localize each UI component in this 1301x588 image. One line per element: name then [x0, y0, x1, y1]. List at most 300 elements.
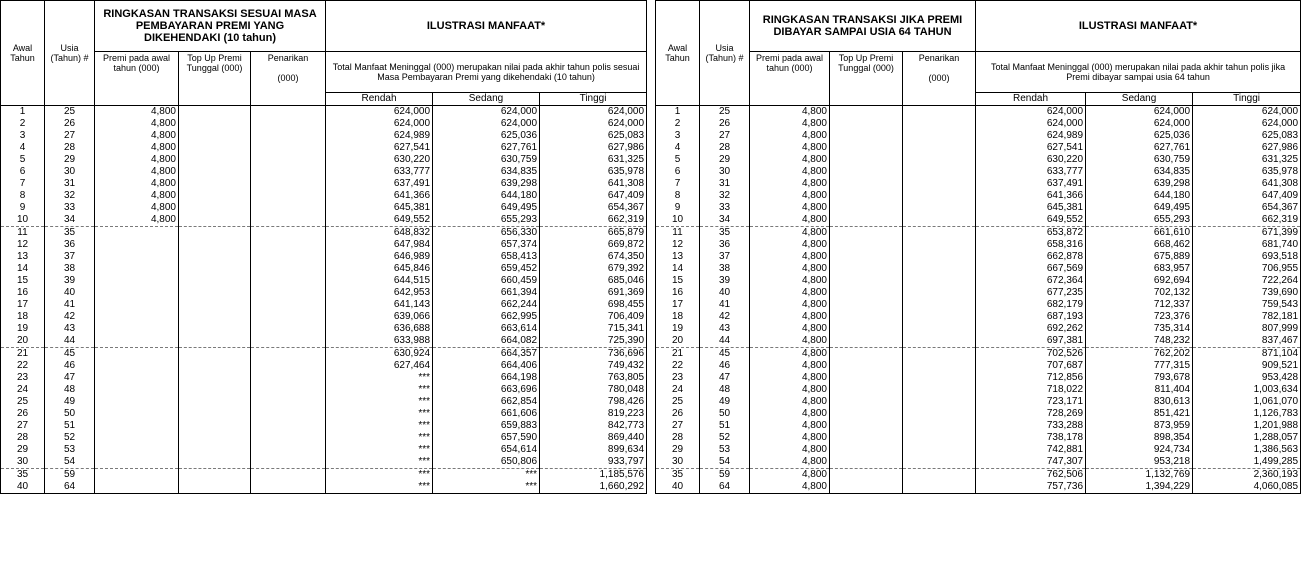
cell-topup: [179, 323, 251, 335]
cell-rendah: 633,988: [326, 335, 433, 348]
cell-usia: 28: [45, 142, 95, 154]
cell-penarikan: [251, 178, 326, 190]
cell-premi: 4,800: [750, 432, 830, 444]
cell-penarikan: [903, 469, 976, 482]
table-row: [656, 469, 1301, 482]
cell-penarikan: [251, 481, 326, 494]
cell-topup: [179, 118, 251, 130]
cell-topup: [830, 190, 903, 202]
cell-tinggi: 693,518: [1193, 251, 1301, 263]
cell-tinggi: 635,978: [1193, 166, 1301, 178]
cell-topup: [830, 360, 903, 372]
cell-awal-tahun: 29: [656, 444, 700, 456]
cell-usia: 32: [45, 190, 95, 202]
cell-usia: 53: [45, 444, 95, 456]
cell-penarikan: [903, 251, 976, 263]
cell-sedang: ***: [433, 469, 540, 482]
cell-rendah: 630,220: [326, 154, 433, 166]
cell-rendah: ***: [326, 384, 433, 396]
cell-awal-tahun: 10: [656, 214, 700, 227]
cell-topup: [179, 372, 251, 384]
cell-usia: 36: [700, 239, 750, 251]
cell-tinggi: 749,432: [540, 360, 647, 372]
cell-penarikan: [903, 348, 976, 361]
cell-premi: 4,800: [750, 227, 830, 240]
cell-awal-tahun: 15: [656, 275, 700, 287]
cell-topup: [179, 202, 251, 214]
cell-topup: [830, 142, 903, 154]
cell-usia: 43: [700, 323, 750, 335]
cell-premi: [95, 299, 179, 311]
cell-topup: [179, 444, 251, 456]
cell-rendah: 646,989: [326, 251, 433, 263]
cell-sedang: 664,406: [433, 360, 540, 372]
table-row: [656, 275, 1301, 287]
cell-sedang: 735,314: [1086, 323, 1193, 335]
cell-tinggi: 674,350: [540, 251, 647, 263]
table-row: [1, 275, 647, 287]
table-row: [656, 408, 1301, 420]
cell-penarikan: [903, 214, 976, 227]
cell-premi: 4,800: [750, 481, 830, 494]
cell-sedang: 723,376: [1086, 311, 1193, 323]
cell-penarikan: [251, 360, 326, 372]
cell-usia: 44: [45, 335, 95, 348]
cell-tinggi: 662,319: [540, 214, 647, 227]
cell-tinggi: 624,000: [540, 106, 647, 119]
cell-usia: 34: [45, 214, 95, 227]
cell-sedang: 675,889: [1086, 251, 1193, 263]
penarikan-label: Penarikan: [918, 53, 960, 63]
cell-usia: 47: [45, 372, 95, 384]
cell-rendah: 682,179: [976, 299, 1086, 311]
cell-tinggi: 647,409: [540, 190, 647, 202]
cell-awal-tahun: 6: [1, 166, 45, 178]
cell-penarikan: [903, 456, 976, 469]
cell-tinggi: 1,185,576: [540, 469, 647, 482]
cell-penarikan: [903, 432, 976, 444]
cell-rendah: 642,953: [326, 287, 433, 299]
cell-awal-tahun: 2: [1, 118, 45, 130]
table-row: [1, 130, 647, 142]
table-row: [656, 432, 1301, 444]
cell-usia: 25: [700, 106, 750, 119]
cell-tinggi: 681,740: [1193, 239, 1301, 251]
cell-topup: [179, 311, 251, 323]
cell-rendah: 667,569: [976, 263, 1086, 275]
table-row: [1, 190, 647, 202]
cell-tinggi: 1,126,783: [1193, 408, 1301, 420]
cell-topup: [830, 299, 903, 311]
cell-topup: [179, 154, 251, 166]
table-row: [1, 118, 647, 130]
cell-penarikan: [251, 384, 326, 396]
cell-premi: 4,800: [750, 251, 830, 263]
cell-usia: 44: [700, 335, 750, 348]
cell-awal-tahun: 26: [656, 408, 700, 420]
cell-rendah: 742,881: [976, 444, 1086, 456]
table-row: [656, 227, 1301, 240]
cell-premi: 4,800: [750, 408, 830, 420]
table-row: [1, 469, 647, 482]
cell-usia: 38: [700, 263, 750, 275]
cell-sedang: 661,394: [433, 287, 540, 299]
cell-penarikan: [903, 360, 976, 372]
cell-usia: 29: [45, 154, 95, 166]
col-header-penarikan: [903, 52, 976, 106]
table-row: [1, 444, 647, 456]
cell-awal-tahun: 20: [1, 335, 45, 348]
cell-rendah: 641,143: [326, 299, 433, 311]
cell-rendah: 647,984: [326, 239, 433, 251]
cell-awal-tahun: 7: [1, 178, 45, 190]
cell-rendah: ***: [326, 432, 433, 444]
cell-topup: [179, 360, 251, 372]
cell-tinggi: 1,660,292: [540, 481, 647, 494]
cell-penarikan: [251, 275, 326, 287]
cell-penarikan: [251, 190, 326, 202]
cell-usia: 51: [700, 420, 750, 432]
cell-tinggi: 1,386,563: [1193, 444, 1301, 456]
cell-tinggi: 641,308: [1193, 178, 1301, 190]
cell-penarikan: [251, 154, 326, 166]
cell-sedang: 624,000: [433, 106, 540, 119]
cell-usia: 30: [700, 166, 750, 178]
cell-premi: 4,800: [750, 396, 830, 408]
cell-topup: [830, 469, 903, 482]
cell-penarikan: [903, 142, 976, 154]
cell-penarikan: [251, 408, 326, 420]
cell-awal-tahun: 13: [1, 251, 45, 263]
table-row: [1, 420, 647, 432]
cell-premi: 4,800: [95, 214, 179, 227]
cell-penarikan: [251, 420, 326, 432]
cell-topup: [830, 408, 903, 420]
table-row: [1, 227, 647, 240]
cell-sedang: 664,082: [433, 335, 540, 348]
cell-rendah: 624,000: [326, 118, 433, 130]
cell-sedang: 851,421: [1086, 408, 1193, 420]
cell-premi: [95, 263, 179, 275]
cell-rendah: 645,381: [326, 202, 433, 214]
cell-topup: [179, 106, 251, 119]
cell-topup: [830, 263, 903, 275]
cell-usia: 26: [45, 118, 95, 130]
cell-usia: 37: [700, 251, 750, 263]
cell-sedang: 830,613: [1086, 396, 1193, 408]
cell-usia: 46: [45, 360, 95, 372]
table-row: [656, 360, 1301, 372]
cell-premi: 4,800: [750, 372, 830, 384]
cell-sedang: 777,315: [1086, 360, 1193, 372]
table-row: [1, 384, 647, 396]
cell-penarikan: [251, 323, 326, 335]
cell-premi: [95, 372, 179, 384]
cell-premi: 4,800: [750, 166, 830, 178]
cell-rendah: 649,552: [326, 214, 433, 227]
cell-rendah: 712,856: [976, 372, 1086, 384]
penarikan-unit: (000): [928, 73, 950, 83]
cell-usia: 49: [45, 396, 95, 408]
cell-usia: 28: [700, 142, 750, 154]
cell-usia: 52: [45, 432, 95, 444]
cell-tinggi: 654,367: [1193, 202, 1301, 214]
cell-rendah: ***: [326, 396, 433, 408]
cell-awal-tahun: 7: [656, 178, 700, 190]
cell-penarikan: [251, 469, 326, 482]
cell-sedang: 748,232: [1086, 335, 1193, 348]
cell-premi: 4,800: [95, 106, 179, 119]
cell-premi: [95, 335, 179, 348]
cell-rendah: 644,515: [326, 275, 433, 287]
cell-awal-tahun: 16: [1, 287, 45, 299]
table-row: [656, 118, 1301, 130]
cell-penarikan: [251, 299, 326, 311]
table-row: [1, 214, 647, 227]
cell-premi: [95, 456, 179, 469]
cell-premi: [95, 275, 179, 287]
cell-penarikan: [903, 287, 976, 299]
table-row: [656, 214, 1301, 227]
cell-penarikan: [903, 118, 976, 130]
cell-awal-tahun: 23: [1, 372, 45, 384]
cell-penarikan: [903, 106, 976, 119]
cell-tinggi: 624,000: [1193, 106, 1301, 119]
cell-awal-tahun: 4: [1, 142, 45, 154]
cell-awal-tahun: 40: [656, 481, 700, 494]
cell-sedang: 630,759: [1086, 154, 1193, 166]
table-row: [1, 154, 647, 166]
cell-tinggi: 725,390: [540, 335, 647, 348]
cell-sedang: 1,394,229: [1086, 481, 1193, 494]
cell-sedang: 762,202: [1086, 348, 1193, 361]
table-row: [1, 372, 647, 384]
cell-topup: [830, 202, 903, 214]
cell-rendah: 641,366: [326, 190, 433, 202]
cell-premi: 4,800: [750, 106, 830, 119]
cell-rendah: 733,288: [976, 420, 1086, 432]
cell-topup: [830, 287, 903, 299]
cell-sedang: 657,374: [433, 239, 540, 251]
header-total-manfaat: Total Manfaat Meninggal (000) merupakan nilai pada akhir tahun polis jika Premi dibayar sampai usia 64 tahun: [976, 52, 1301, 93]
cell-tinggi: 4,060,085: [1193, 481, 1301, 494]
cell-premi: 4,800: [95, 166, 179, 178]
cell-tinggi: 780,048: [540, 384, 647, 396]
cell-sedang: 630,759: [433, 154, 540, 166]
cell-usia: 59: [700, 469, 750, 482]
cell-topup: [830, 456, 903, 469]
cell-usia: 42: [700, 311, 750, 323]
cell-usia: 29: [700, 154, 750, 166]
cell-tinggi: 654,367: [540, 202, 647, 214]
cell-usia: 46: [700, 360, 750, 372]
cell-sedang: 657,590: [433, 432, 540, 444]
cell-premi: 4,800: [750, 469, 830, 482]
cell-tinggi: 679,392: [540, 263, 647, 275]
cell-rendah: ***: [326, 481, 433, 494]
table-row: [1, 481, 647, 494]
cell-usia: 40: [700, 287, 750, 299]
cell-tinggi: 2,360,193: [1193, 469, 1301, 482]
table-row: [656, 396, 1301, 408]
cell-topup: [179, 348, 251, 361]
table-right-body: [656, 106, 1301, 494]
cell-sedang: 898,354: [1086, 432, 1193, 444]
cell-premi: 4,800: [750, 202, 830, 214]
cell-tinggi: 1,201,988: [1193, 420, 1301, 432]
cell-sedang: 664,357: [433, 348, 540, 361]
table-row: [656, 251, 1301, 263]
cell-penarikan: [903, 154, 976, 166]
cell-penarikan: [903, 299, 976, 311]
cell-rendah: ***: [326, 408, 433, 420]
cell-tinggi: 837,467: [1193, 335, 1301, 348]
cell-topup: [179, 396, 251, 408]
cell-usia: 49: [700, 396, 750, 408]
cell-usia: 50: [700, 408, 750, 420]
cell-rendah: 649,552: [976, 214, 1086, 227]
table-row: [656, 239, 1301, 251]
cell-sedang: 712,337: [1086, 299, 1193, 311]
cell-awal-tahun: 1: [1, 106, 45, 119]
cell-rendah: 633,777: [326, 166, 433, 178]
cell-usia: 33: [45, 202, 95, 214]
cell-premi: [95, 360, 179, 372]
cell-sedang: 1,132,769: [1086, 469, 1193, 482]
cell-sedang: 649,495: [1086, 202, 1193, 214]
cell-awal-tahun: 17: [656, 299, 700, 311]
cell-rendah: 648,832: [326, 227, 433, 240]
cell-topup: [830, 420, 903, 432]
cell-penarikan: [903, 239, 976, 251]
cell-usia: 48: [700, 384, 750, 396]
cell-tinggi: 722,264: [1193, 275, 1301, 287]
cell-rendah: 633,777: [976, 166, 1086, 178]
cell-premi: 4,800: [750, 384, 830, 396]
cell-tinggi: 647,409: [1193, 190, 1301, 202]
cell-premi: 4,800: [750, 420, 830, 432]
cell-awal-tahun: 14: [1, 263, 45, 275]
cell-penarikan: [903, 396, 976, 408]
cell-penarikan: [903, 408, 976, 420]
cell-premi: 4,800: [95, 154, 179, 166]
cell-penarikan: [903, 190, 976, 202]
col-header-premi: Premi pada awal tahun (000): [750, 52, 830, 106]
cell-awal-tahun: 20: [656, 335, 700, 348]
cell-topup: [830, 323, 903, 335]
cell-topup: [830, 251, 903, 263]
cell-tinggi: 685,046: [540, 275, 647, 287]
cell-awal-tahun: 2: [656, 118, 700, 130]
table-row: [1, 348, 647, 361]
cell-tinggi: 671,399: [1193, 227, 1301, 240]
cell-premi: 4,800: [750, 130, 830, 142]
cell-premi: 4,800: [750, 263, 830, 275]
cell-rendah: 757,736: [976, 481, 1086, 494]
cell-usia: 64: [45, 481, 95, 494]
table-row: [656, 142, 1301, 154]
table-row: [656, 202, 1301, 214]
cell-rendah: 624,000: [976, 118, 1086, 130]
cell-usia: 42: [45, 311, 95, 323]
cell-rendah: 627,541: [976, 142, 1086, 154]
cell-sedang: 662,244: [433, 299, 540, 311]
table-row: [656, 456, 1301, 469]
cell-penarikan: [251, 130, 326, 142]
cell-premi: 4,800: [750, 239, 830, 251]
cell-usia: 27: [45, 130, 95, 142]
cell-sedang: 683,957: [1086, 263, 1193, 275]
cell-premi: [95, 481, 179, 494]
cell-premi: 4,800: [750, 118, 830, 130]
cell-sedang: ***: [433, 481, 540, 494]
cell-tinggi: 624,000: [1193, 118, 1301, 130]
cell-topup: [830, 239, 903, 251]
cell-penarikan: [251, 202, 326, 214]
cell-awal-tahun: 28: [1, 432, 45, 444]
cell-awal-tahun: 21: [656, 348, 700, 361]
cell-tinggi: 807,999: [1193, 323, 1301, 335]
cell-premi: 4,800: [750, 360, 830, 372]
cell-rendah: 723,171: [976, 396, 1086, 408]
table-row: [1, 311, 647, 323]
cell-topup: [830, 311, 903, 323]
cell-usia: 51: [45, 420, 95, 432]
col-header-rendah: Rendah: [976, 93, 1086, 106]
col-header-awal-tahun: Awal Tahun: [656, 1, 700, 106]
cell-topup: [179, 190, 251, 202]
cell-premi: 4,800: [750, 456, 830, 469]
cell-premi: 4,800: [95, 190, 179, 202]
cell-awal-tahun: 3: [1, 130, 45, 142]
cell-sedang: 627,761: [433, 142, 540, 154]
cell-penarikan: [251, 251, 326, 263]
cell-rendah: 645,846: [326, 263, 433, 275]
cell-awal-tahun: 10: [1, 214, 45, 227]
cell-usia: 30: [45, 166, 95, 178]
col-header-topup: Top Up Premi Tunggal (000): [179, 52, 251, 106]
cell-awal-tahun: 11: [656, 227, 700, 240]
cell-topup: [179, 469, 251, 482]
cell-sedang: 811,404: [1086, 384, 1193, 396]
cell-penarikan: [903, 166, 976, 178]
cell-premi: 4,800: [750, 311, 830, 323]
cell-rendah: 636,688: [326, 323, 433, 335]
cell-awal-tahun: 13: [656, 251, 700, 263]
cell-awal-tahun: 27: [1, 420, 45, 432]
table-row: [1, 106, 647, 119]
table-row: [656, 444, 1301, 456]
table-left-body: [1, 106, 647, 494]
table-row: [656, 323, 1301, 335]
cell-premi: 4,800: [95, 142, 179, 154]
cell-rendah: 762,506: [976, 469, 1086, 482]
cell-penarikan: [903, 372, 976, 384]
cell-penarikan: [251, 263, 326, 275]
cell-penarikan: [251, 239, 326, 251]
cell-tinggi: 869,440: [540, 432, 647, 444]
cell-rendah: 624,000: [976, 106, 1086, 119]
table-row: [1, 263, 647, 275]
table-row: [1, 239, 647, 251]
table-row: [1, 142, 647, 154]
cell-awal-tahun: 19: [1, 323, 45, 335]
cell-sedang: 624,000: [1086, 118, 1193, 130]
cell-premi: [95, 348, 179, 361]
cell-tinggi: 627,986: [1193, 142, 1301, 154]
cell-premi: 4,800: [750, 444, 830, 456]
cell-rendah: 639,066: [326, 311, 433, 323]
